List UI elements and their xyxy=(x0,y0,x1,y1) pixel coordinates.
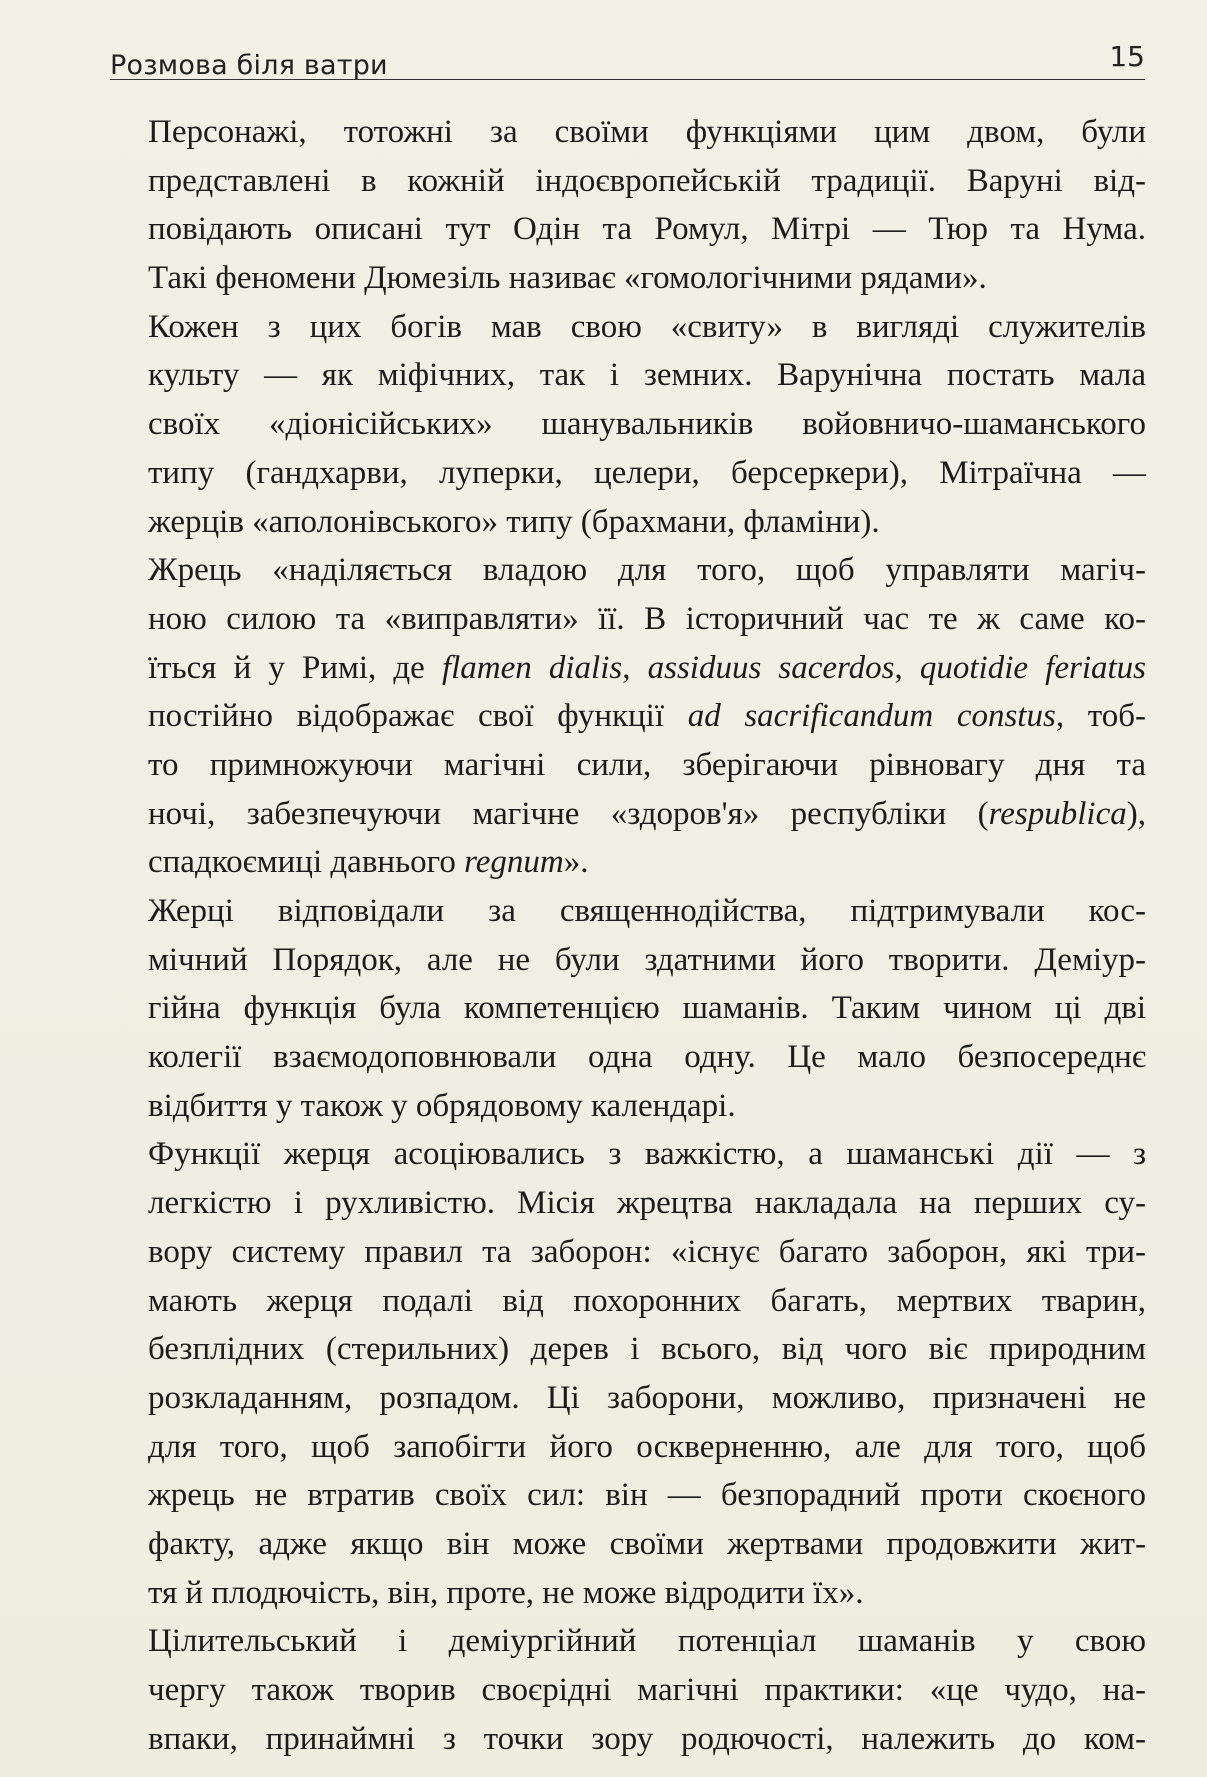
text-line xyxy=(148,303,1146,352)
text-run: Такі феномени Дюмезіль називає «гомологічними рядами». xyxy=(148,260,987,297)
text-run: спадкоємиці давнього xyxy=(148,844,465,881)
page-number: 15 xyxy=(1109,40,1145,73)
text-line xyxy=(148,595,1146,644)
text-line xyxy=(148,1617,1146,1666)
text-run: Жерці відповідали за священнодійства, підтримували кос- xyxy=(148,893,1146,929)
text-run: ною силою та «виправляти» її. В історичний час те ж саме ко- xyxy=(148,600,1146,637)
text-line xyxy=(148,108,1146,157)
text-line xyxy=(148,887,1146,936)
latin-term: assiduus sacerdos xyxy=(647,649,895,686)
latin-term: regnum xyxy=(464,844,564,881)
latin-term: ad sacrificandum constus xyxy=(687,698,1056,735)
text-line xyxy=(148,1325,1146,1374)
text-line xyxy=(148,838,1146,887)
latin-term: respublica xyxy=(988,795,1127,832)
running-head xyxy=(110,40,1145,80)
text-line xyxy=(148,1374,1146,1423)
latin-term: flamen dialis xyxy=(441,649,623,686)
text-line xyxy=(148,790,1146,839)
text-run: Кожен з цих богів мав свою «свиту» в вигляді служителів xyxy=(148,308,1146,345)
text-run: тя й плодючість, він, проте, не може відродити їх». xyxy=(148,1574,864,1611)
text-run: постійно відображає свої функції xyxy=(148,698,688,735)
text-line xyxy=(148,1569,1146,1618)
text-line xyxy=(148,205,1146,254)
text-line xyxy=(148,984,1146,1033)
text-run: Жрець «наділяється владою для того, щоб управляти магіч- xyxy=(148,552,1146,589)
text-run: легкістю і рухливістю. Місія жрецтва накладала на перших су- xyxy=(148,1185,1146,1222)
text-run: Цілительський і деміургійний потенціал шаманів у свою xyxy=(148,1623,1146,1660)
text-run: для того, щоб запобігти його оскверненню, але для того, щоб xyxy=(148,1428,1146,1465)
text-run: мають жерця подалі від похоронних багать, мертвих тварин, xyxy=(148,1282,1146,1319)
text-run: культу — як міфічних, так і земних. Варунічна постать мала xyxy=(148,357,1146,394)
body-text xyxy=(148,108,1146,1763)
text-run: жрець не втратив своїх сил: він — безпорадний проти скоєного xyxy=(148,1477,1146,1514)
text-run: чергу також творив своєрідні магічні практики: «це чудо, на- xyxy=(148,1672,1146,1708)
text-run: Функції жерця асоціювались з важкістю, а шаманські дії — з xyxy=(148,1136,1146,1173)
text-run: , xyxy=(894,649,920,686)
text-line xyxy=(148,351,1146,400)
text-line xyxy=(148,1179,1146,1228)
text-run: вору систему правил та заборон: «існує багато заборон, які три- xyxy=(148,1233,1146,1270)
text-line xyxy=(148,692,1146,741)
text-run: повідають описані тут Одін та Ромул, Мітрі — Тюр та Нума. xyxy=(148,211,1146,248)
text-run: , xyxy=(622,649,648,686)
text-run: безплідних (стерильних) дерев і всього, від чого віє природним xyxy=(148,1331,1146,1368)
text-line xyxy=(148,1423,1146,1472)
text-line xyxy=(148,936,1146,985)
text-run: своїх «діонісійських» шанувальників войовничо-шаманського xyxy=(148,406,1146,443)
text-run: їться й у Римі, де xyxy=(148,649,442,686)
running-title: Розмова біля ватри xyxy=(110,50,388,81)
text-line xyxy=(148,644,1146,693)
text-line xyxy=(148,449,1146,498)
text-line xyxy=(148,254,1146,303)
text-line xyxy=(148,1471,1146,1520)
text-line xyxy=(148,1033,1146,1082)
text-run: типу (гандхарви, луперки, целери, берсеркери), Мітраїчна — xyxy=(148,454,1146,491)
text-run: колегії взаємодоповнювали одна одну. Це мало безпосереднє xyxy=(148,1039,1146,1076)
text-run: відбиття у також у обрядовому календарі. xyxy=(148,1087,736,1124)
text-run: факту, адже якщо він може своїми жертвами продовжити жит- xyxy=(148,1525,1146,1562)
text-line xyxy=(148,1277,1146,1326)
text-line xyxy=(148,546,1146,595)
text-line xyxy=(148,1082,1146,1131)
text-run: ». xyxy=(563,844,589,881)
text-run: впаки, принаймні з точки зору родючості, належить до ком- xyxy=(148,1720,1146,1757)
text-line xyxy=(148,400,1146,449)
text-line xyxy=(148,1228,1146,1277)
latin-term: quotidie feriatus xyxy=(919,649,1146,686)
text-run: розкладанням, розпадом. Ці заборони, можливо, призначені не xyxy=(148,1379,1146,1416)
text-line xyxy=(148,157,1146,206)
text-run: то примножуючи магічні сили, зберігаючи рівновагу дня та xyxy=(148,746,1146,783)
text-run: ), xyxy=(1126,795,1146,832)
text-line xyxy=(148,1666,1146,1715)
text-run: мічний Порядок, але не були здатними його творити. Деміур- xyxy=(148,941,1146,978)
text-run: жерців «аполонівського» типу (брахмани, фламіни). xyxy=(148,503,880,540)
text-line xyxy=(148,498,1146,547)
text-line xyxy=(148,741,1146,790)
text-run: ночі, забезпечуючи магічне «здоров'я» республіки ( xyxy=(148,795,989,832)
header-rule xyxy=(110,79,1145,80)
text-run: гійна функція була компетенцією шаманів. Таким чином ці дві xyxy=(148,990,1146,1027)
text-line xyxy=(148,1715,1146,1764)
text-line xyxy=(148,1520,1146,1569)
text-run: Персонажі, тотожні за своїми функціями цим двом, були xyxy=(148,114,1146,150)
text-run: , тоб- xyxy=(1055,698,1146,735)
text-run: представлені в кожній індоєвропейській традиції. Варуні від- xyxy=(148,162,1146,199)
text-line xyxy=(148,1130,1146,1179)
